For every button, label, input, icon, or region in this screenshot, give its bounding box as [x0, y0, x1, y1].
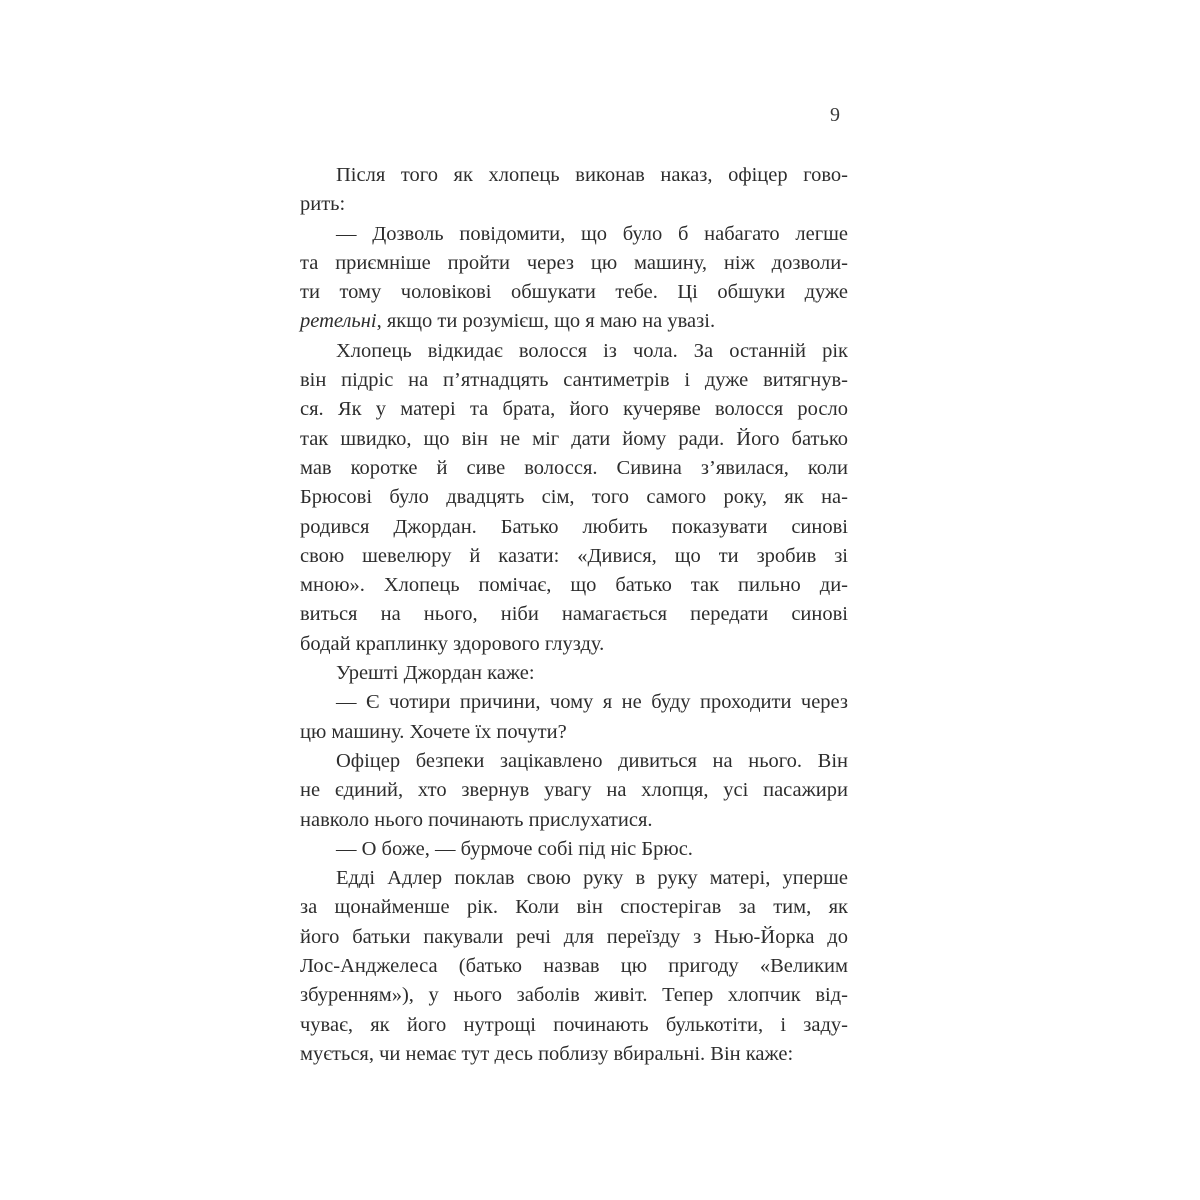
text-line: та приємніше пройти через цю машину, ніж дозволи-: [300, 251, 848, 274]
text-line: так швидко, що він не міг дати йому ради. Його батько: [300, 427, 848, 450]
text-line: — О боже, — бурмоче собі під ніс Брюс.: [336, 837, 693, 860]
text-line: навколо нього починають прислухатися.: [300, 808, 653, 831]
text-line: виться на нього, ніби намагається передати синові: [300, 603, 848, 626]
paragraph: [300, 688, 848, 747]
paragraph: [300, 161, 848, 220]
text-line: мується, чи немає тут десь поблизу вбиральні. Він каже:: [300, 1042, 794, 1065]
paragraph: [300, 864, 848, 1069]
paragraph: [300, 220, 848, 337]
text-line: — Дозволь повідомити, що було б набагато легше: [336, 222, 848, 245]
text-line: Брюсові було двадцять сім, того самого року, як на-: [300, 486, 848, 509]
text-line: ти тому чоловікові обшукати тебе. Ці обшуки дуже: [300, 281, 848, 304]
paragraph: [300, 337, 848, 659]
text-line: Едді Адлер поклав свою руку в руку матері, уперше: [336, 867, 848, 890]
paragraph: [300, 835, 848, 864]
text-line: свою шевелюру й казати: «Дивися, що ти зробив зі: [300, 544, 848, 567]
text-line: чуває, як його нутрощі починають булькотіти, і заду-: [300, 1013, 848, 1036]
italic-text: ретельні: [300, 310, 377, 333]
text-line: збуренням»), у нього заболів живіт. Тепер хлопчик від-: [300, 984, 848, 1007]
text-line: родився Джордан. Батько любить показувати синові: [300, 515, 848, 538]
paragraph: [300, 659, 848, 688]
text-line: мною». Хлопець помічає, що батько так пильно ди-: [300, 574, 848, 597]
text-line: Офіцер безпеки зацікавлено дивиться на нього. Він: [336, 749, 848, 772]
text-line: — Є чотири причини, чому я не буду проходити через: [336, 691, 848, 714]
page-text: [300, 161, 848, 1069]
text-line: бодай краплинку здорового глузду.: [300, 632, 605, 655]
text-line: не єдиний, хто звернув увагу на хлопця, усі пасажири: [300, 779, 848, 802]
page-number: 9: [830, 104, 840, 126]
text-line: цю машину. Хочете їх почути?: [300, 720, 567, 743]
text-line: Після того як хлопець виконав наказ, офіцер гово-: [336, 164, 848, 186]
text-line: [300, 307, 848, 336]
text-line: ся. Як у матері та брата, його кучеряве волосся росло: [300, 398, 848, 421]
text-line: він підріс на п’ятнадцять сантиметрів і дуже витягнув-: [300, 369, 848, 392]
text-line: його батьки пакували речі для переїзду з Нью-Йорка до: [300, 925, 848, 948]
paragraph: [300, 747, 848, 835]
text-line: за щонайменше рік. Коли він спостерігав за тим, як: [300, 896, 848, 919]
text-line: мав коротке й сиве волосся. Сивина з’явилася, коли: [300, 456, 848, 479]
text-line: Лос-Анджелеса (батько назвав цю пригоду «Великим: [300, 955, 848, 978]
text-segment: , якщо ти розумієш, що я маю на увазі.: [376, 310, 716, 333]
text-line: Хлопець відкидає волосся із чола. За останній рік: [336, 339, 848, 362]
text-line: рить:: [300, 193, 346, 216]
text-line: Урешті Джордан каже:: [336, 662, 535, 685]
